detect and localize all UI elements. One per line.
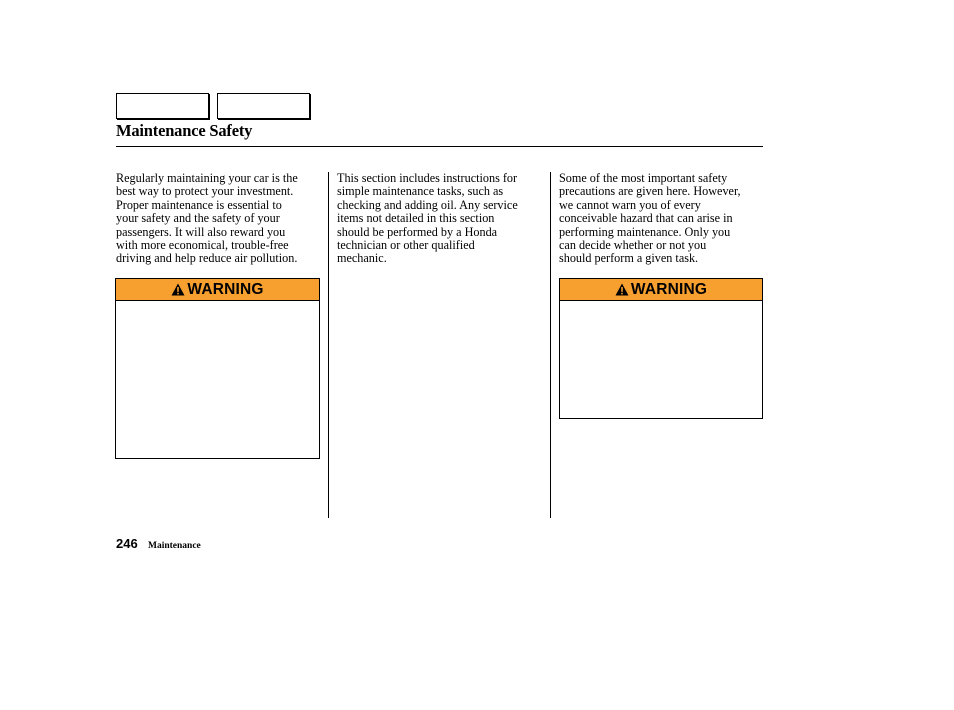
column-1-text: Regularly maintaining your car is the best way to protect your investment. Proper maintenance is essential to your safety and the safety of your passengers. It will also reward you with more economical, trouble-free driving and help reduce air pollution. (116, 171, 298, 266)
warning-triangle-icon (171, 283, 185, 296)
warning-box-2 (559, 278, 763, 419)
column-divider-1 (328, 172, 329, 518)
warning-label: WARNING (187, 280, 264, 298)
section-tab-box-2 (217, 93, 310, 119)
footer-section-label: Maintenance (148, 541, 201, 551)
warning-label: WARNING (630, 280, 708, 298)
warning-triangle-icon (615, 283, 629, 296)
warning-header (560, 279, 762, 301)
warning-box-1 (115, 278, 320, 459)
page-title: Maintenance Safety (116, 121, 253, 140)
title-divider (116, 146, 763, 147)
column-3-text: Some of the most important safety precautions are given here. However, we cannot warn you of every conceivable hazard that can arise in performing maintenance. Only you can decide whether or not you should perform a given task. (559, 171, 741, 266)
section-tab-box-1 (116, 93, 209, 119)
warning-header (116, 279, 319, 301)
page-number: 246 (116, 536, 138, 551)
column-2-text: This section includes instructions for simple maintenance tasks, such as checking and adding oil. Any service items not detailed in this section should be performed by a Honda technician or other qualified mechanic. (337, 171, 518, 266)
column-divider-2 (550, 172, 551, 518)
